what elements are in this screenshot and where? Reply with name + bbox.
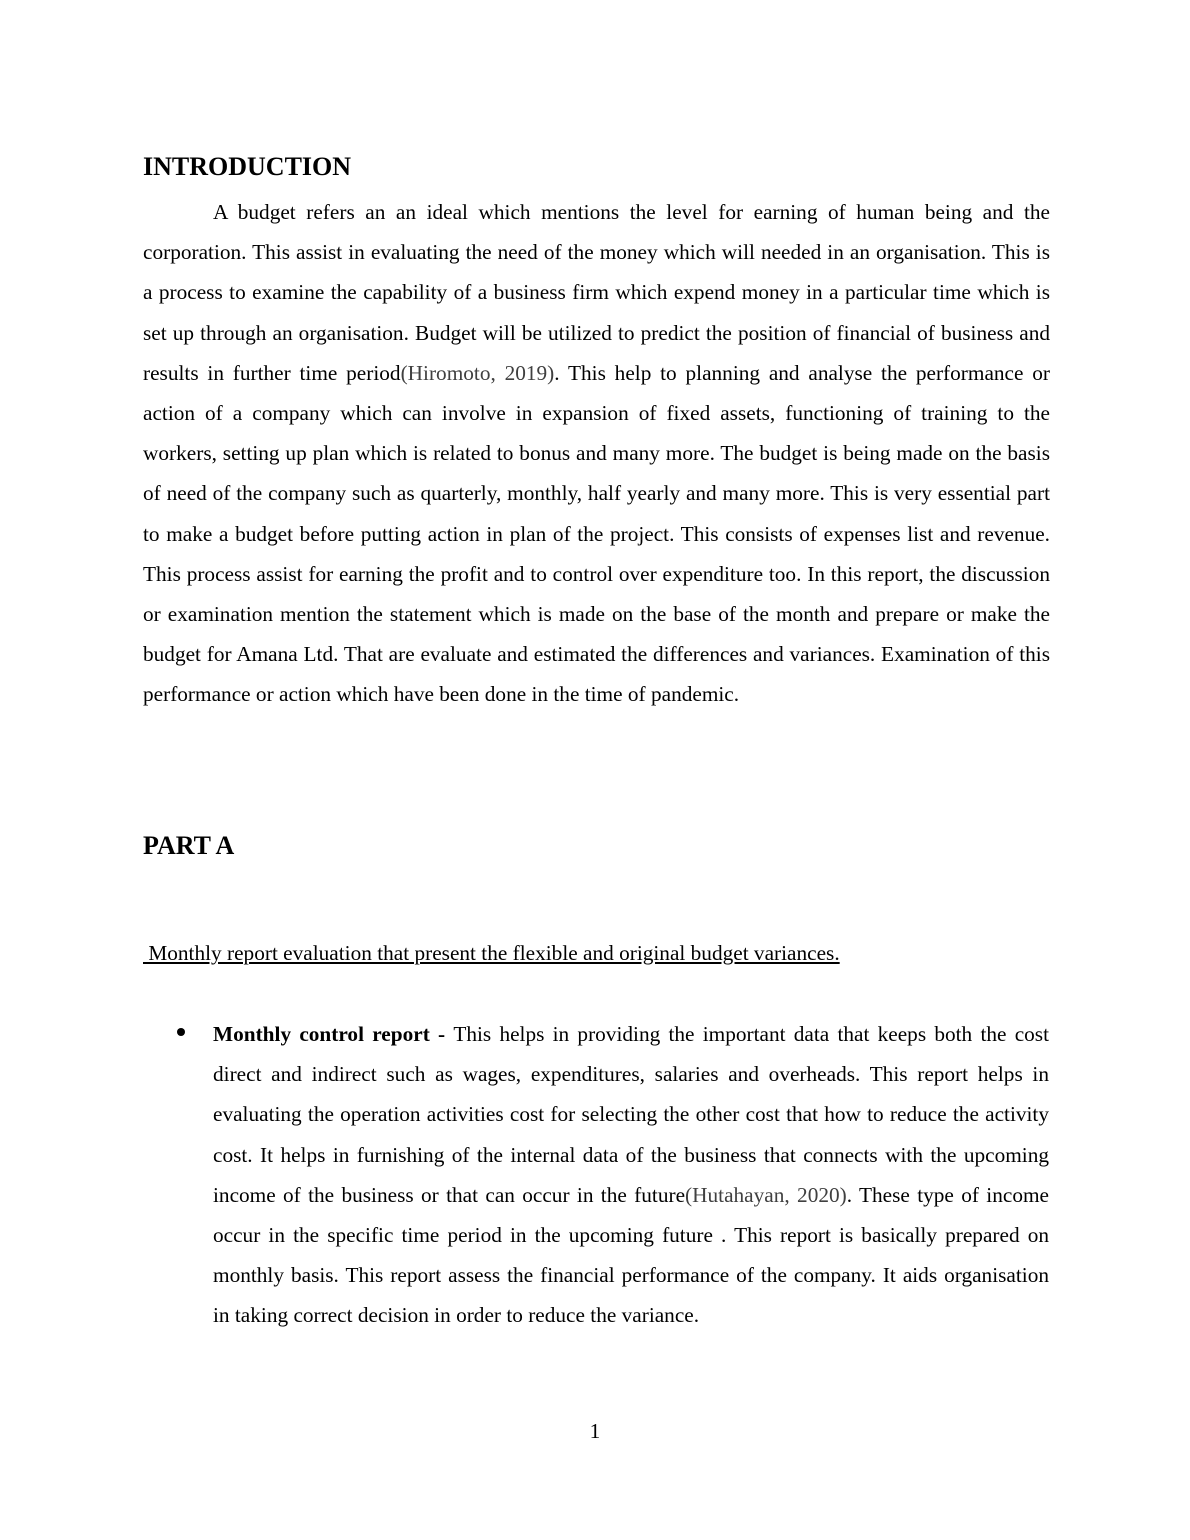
bullet-title: Monthly control report - [213,1022,454,1046]
citation-hiromoto: (Hiromoto, 2019) [400,360,555,385]
page-number: 1 [589,1419,601,1443]
bullet-text-part1: This helps in providing the important data that keeps both the cost direct and indirect such as wages, expenditures, salaries and overheads. This report helps in evaluating the operation activities cost for selecting the other cost that how to reduce the activity cost. It helps in furnishing of the internal data of the business that connects with the upcoming income of the business or that can occur in the future [213,1022,1049,1207]
introduction-text-part2: . This help to planning and analyse the performance or action of a company which can involve in expansion of fixed assets, functioning of training to the workers, setting up plan which is related to bonus and many more. The budget is being made on the basis of need of the company such as quarterly, monthly, half yearly and many more. This is very essential part to make a budget before putting action in plan of the project. This consists of expenses list and revenue. This process assist for earning the profit and to control over expenditure too. In this report, the discussion or examination mention the statement which is made on the base of the month and prepare or make the budget for Amana Ltd. That are evaluate and estimated the differences and variances. Examination of this performance or action which have been done in the time of pandemic. [143,360,1050,707]
introduction-text-part1: A budget refers an an ideal which mentions the level for earning of human being and the corporation. This assist in evaluating the need of the money which will needed in an organisation. This is a process to examine the capability of a business firm which expend money in a particular time which is set up through an organisation. Budget will be utilized to predict the position of financial of business and results in further time period [143,200,1050,385]
monthly-control-report-bullet [143,1014,1050,1374]
introduction-paragraph [143,192,1050,715]
part-a-heading: PART A [143,831,235,860]
bullet-icon [177,1028,185,1036]
part-a-subheading: Monthly report evaluation that present the flexible and original budget variances. [143,941,840,965]
bullet-text-part2: . These type of income occur in the specific time period in the upcoming future . This report is basically prepared on monthly basis. This report assess the financial performance of the company. It aids organisation in taking correct decision in order to reduce the variance. [213,1182,1049,1328]
citation-hutahayan: (Hutahayan, 2020) [685,1182,847,1207]
introduction-heading: INTRODUCTION [143,152,352,181]
bullet-paragraph [213,1014,1049,1336]
